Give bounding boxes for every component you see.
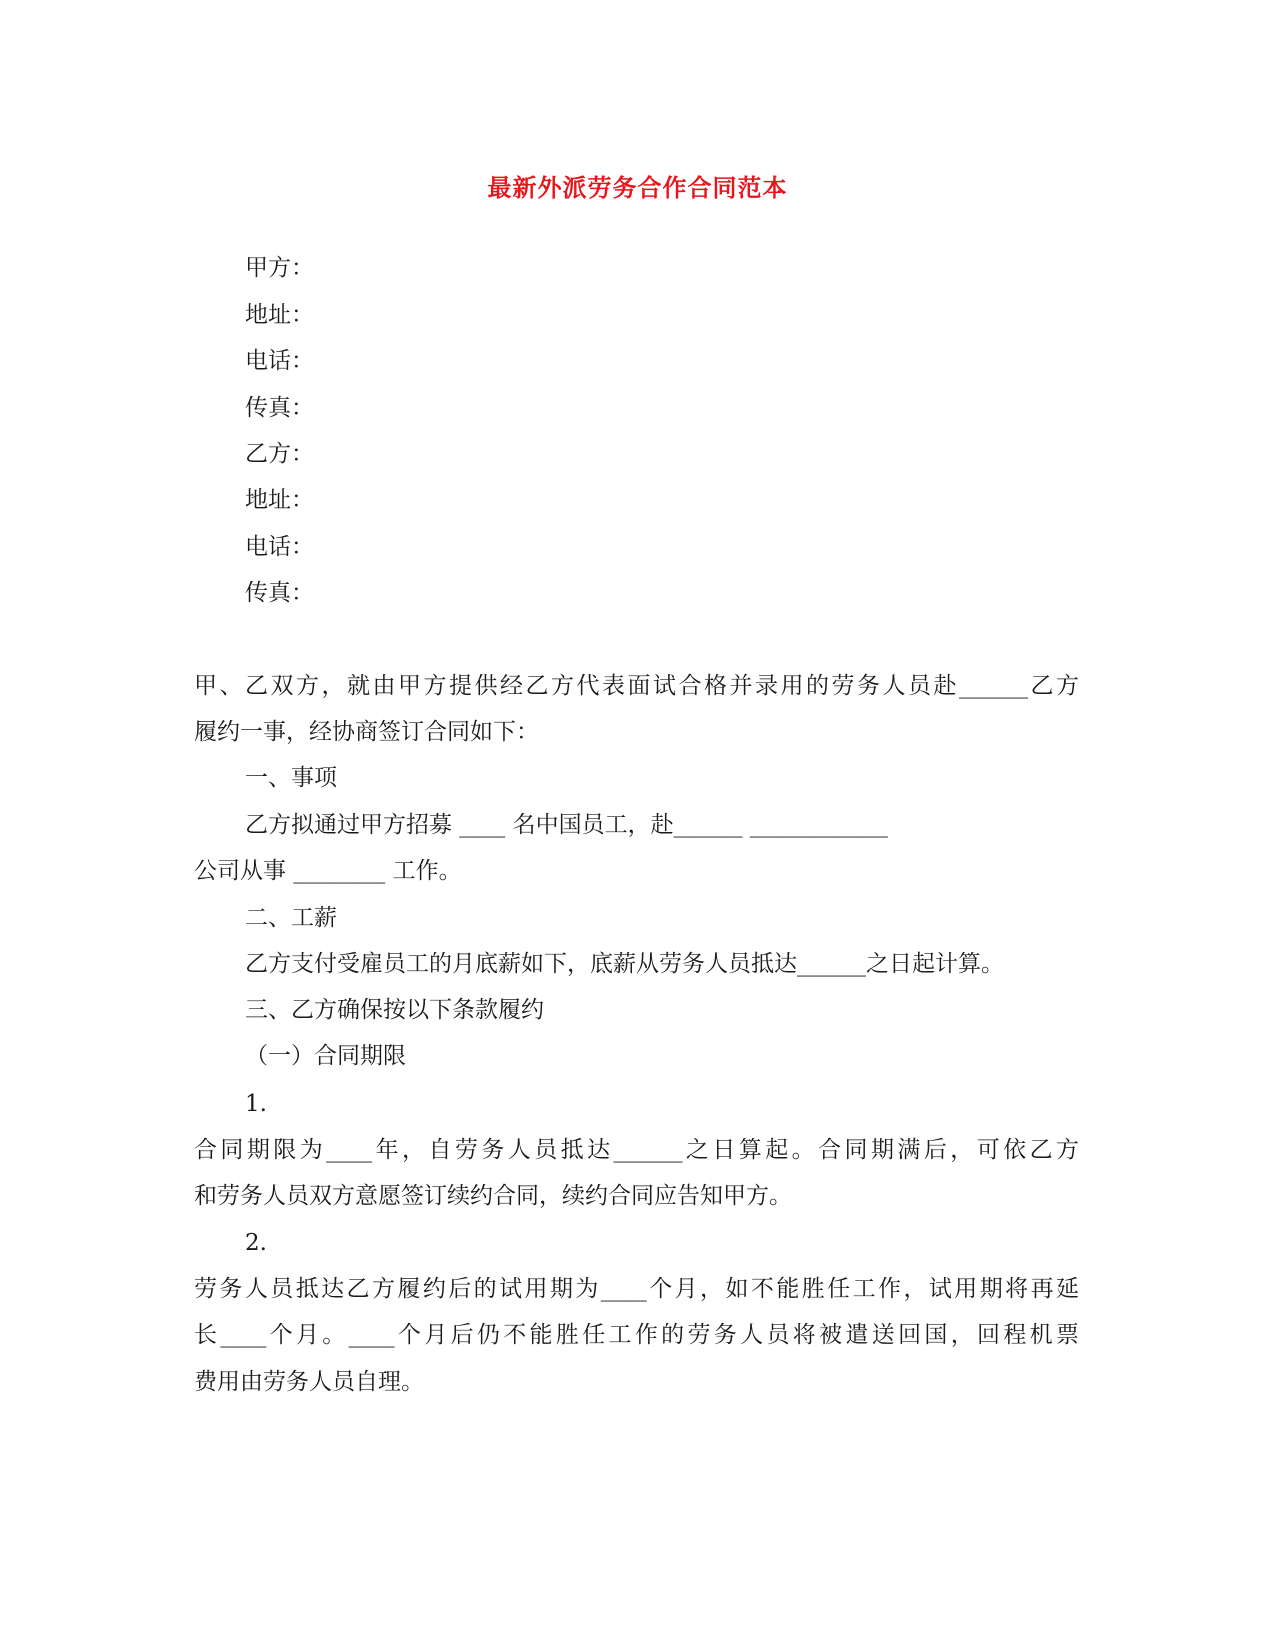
section-2-line-1: 乙方支付受雇员工的月底薪如下，底薪从劳务人员抵达______之日起计算。 [245, 951, 1004, 977]
section-3-heading: 三、乙方确保按以下条款履约 [245, 997, 544, 1023]
item-2-line-3: 费用由劳务人员自理。 [194, 1369, 424, 1395]
section-1-line-1: 乙方拟通过甲方招募 ____ 名中国员工，赴______ ____________ [245, 812, 888, 838]
item-1-line-2: 和劳务人员双方意愿签订续约合同，续约合同应告知甲方。 [194, 1183, 792, 1209]
party-a-name-label: 甲方： [245, 255, 314, 281]
section-2-heading: 二、工薪 [245, 905, 337, 931]
item-2-number: 2. [245, 1230, 267, 1256]
item-2-line-2: 长____个月。____个月后仍不能胜任工作的劳务人员将被遣送回国，回程机票 [194, 1322, 1079, 1348]
party-b-phone-label: 电话： [245, 534, 314, 560]
party-a-phone-label: 电话： [245, 348, 314, 374]
party-b-address-label: 地址： [245, 487, 314, 513]
intro-line-2: 履约一事，经协商签订合同如下： [194, 719, 539, 745]
party-b-name-label: 乙方： [245, 441, 314, 467]
section-1-line-2: 公司从事 ________ 工作。 [194, 858, 462, 884]
intro-line-1: 甲、乙双方，就由甲方提供经乙方代表面试合格并录用的劳务人员赴______乙方 [194, 673, 1079, 699]
party-a-fax-label: 传真： [245, 395, 314, 421]
subsection-contract-term-heading: （一）合同期限 [245, 1043, 406, 1069]
document-title: 最新外派劳务合作合同范本 [487, 173, 788, 202]
party-b-fax-label: 传真： [245, 580, 314, 606]
party-a-address-label: 地址： [245, 302, 314, 328]
section-1-heading: 一、事项 [245, 765, 337, 791]
item-2-line-1: 劳务人员抵达乙方履约后的试用期为____个月，如不能胜任工作，试用期将再延 [194, 1276, 1079, 1302]
item-1-number: 1. [245, 1091, 267, 1117]
item-1-line-1: 合同期限为____年，自劳务人员抵达______之日算起。合同期满后，可依乙方 [194, 1137, 1079, 1163]
